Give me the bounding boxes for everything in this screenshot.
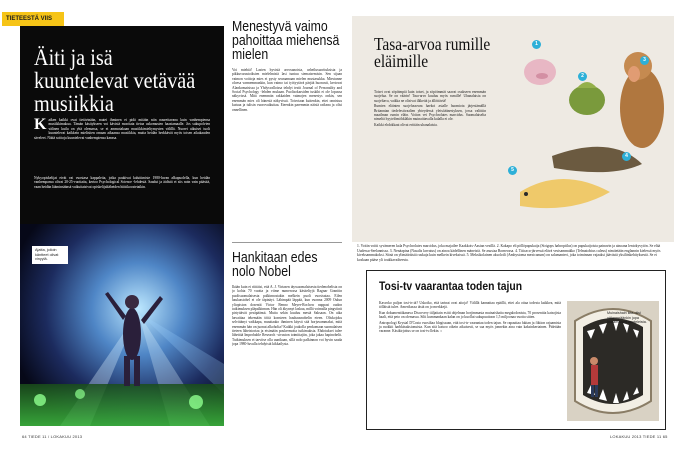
- kakapo-image: [569, 85, 605, 115]
- proboscis-monkey-image: [620, 68, 664, 148]
- section-tag: TIETEESTÄ VIIS: [2, 12, 64, 26]
- axolotl-image: [520, 179, 610, 208]
- photo-caption: Ajatta, joiloin käntteet olivat vinyylä.: [32, 246, 68, 264]
- animal-badge: 5: [508, 166, 517, 175]
- reality-tv-paragraph: Kasvoko paljon tosi-tv:tä? Uskotko, että tarinat ovat aitoja? Välillä kannattaa epäillä, ettei ala ottaa todesta kaikkea, mitä tölläistä tulee. Amerikassa tästä on jo merkkejä.: [379, 301, 561, 310]
- news-column: [232, 20, 342, 465]
- ugly-animals-paragraph: Toiset ovat söpöimpiä kuin toiset, ja söpöimmät saavat osakseen enemmän suojelua. Se on väärin! Tasa-arvo kuuluu myös rumille! Uhanalaisia on suojeltava, vaikka ne olisivat ilkkeitä ja ällöttäviä!: [374, 90, 486, 103]
- feature-article-panel: [20, 26, 224, 426]
- feature-intro: [34, 118, 210, 140]
- reality-tv-box: [366, 270, 666, 430]
- reality-tv-body: [379, 301, 561, 335]
- news-heading-1: Menestyvä vaimo pahoittaa miehensä mielen: [232, 18, 340, 63]
- feature-title: Äiti ja isä kuuntelevat vetävää musiikkia: [34, 45, 196, 116]
- news-body-1: Voi miehiä! Lasten hyvistä arvosanoista, urheilusuorituksista ja pikkuvarustoiksien mielelmistä lasi tuntuu siemaisemisin. Sen sijaan vaimon voittoja mies ei pysty seuraamaan mielen mustasukka. Miestunne oloesa varmemmankin, kun vaimo tai työtyytävä pärjää huonosti, kertovat Alankomaisissa ja Yhdysvalloissa tehdyt testit Journal of Personality and Social Psychology -lehden mukaan. Puolisokarsiden tuskiht ei ole lopussa näkyvissä. Mitä enemmän rakkaiden vaimojen menestys onkin, sen enemmän mies oli hänestä näkyvissä. Toivotaan kuitenkin, ettei onnistuu kutsua ja tulisin vuorovaikuttaa. Eteenkin paremmin näistä ratkeaa ja olisi onnellinen.: [232, 68, 342, 112]
- blobfish-image: [524, 59, 556, 85]
- reality-tv-paragraph: Antropologi Krystal D'Costa vuosiltaa blogissaan, että tosi-tv vaarantaa toden tajun. Se rapauttaa faktan ja fiktion rajaamista ja ruokkii harhkäsaksionuista. Kun sitä katsoo oikein aikuisesti, se saa myös jonnekin aina vain kaksinkertainen. Pidetään varanne. Käsikirjoitus se on tosi-tv:llekin. ○: [379, 320, 561, 334]
- page-folio-left: 64 TIEDE 11 / LOKAKUU 2013: [22, 434, 83, 439]
- ugly-animals-body: [374, 90, 486, 128]
- animal-badge: 4: [622, 152, 631, 161]
- feature-intro-text: aiken kaikki ovat tietävinään, mutei ihminen ei pidä mitään niin naurettavana kuin vanhempiensa musiikkimakua. Tämän käsitykseen voi kävistä moottata tietoa uskomusten haastamaalle. Jos sukupolvien välinen kuilu on yhä olemassa, se ei ammotakaan musiikkimieltymysten välillä. Nuoret aikuiset tuolt kuuntelevat kaikkein mielisiten omaan aikaansa musiikkia, mutta heidän herkkävät myös toisen aikakauden säveleet. Näitä soittoja kuuntelevat vanhempiensa kanssa.: [34, 118, 210, 140]
- reality-tv-title: Tosi-tv vaarantaa toden tajun: [379, 281, 523, 293]
- column-divider: [232, 242, 342, 243]
- news-heading-2: Hankitaan edes nolo Nobel: [232, 249, 318, 280]
- ugly-animals-illustration: [492, 16, 674, 242]
- animal-badge: 3: [640, 56, 649, 65]
- feature-body: Nykyopiskelijat eivät vai vuostasa kappaleita, jotka paukivat kaluttimiste 1980-luvan alkupuolella, kun heidän vanhempansa olivat 20-25-vuotiaita, kertoo Psychological Science -lehdestä. Saadut ja äidistä ei siis noin vain pääsitä, vaan heidän lääminsäänsä vaikuttaisivat opiskelijaltäheiden hiittikoostetaikin.: [34, 176, 210, 189]
- ugly-animals-paragraph: Kaikki ehdokkaat olivat erittäin uhanalaisia.: [374, 122, 438, 127]
- ugly-animals-title: Tasa-arvoa rumille eläimille: [374, 34, 491, 71]
- animal-badge: 1: [532, 40, 541, 49]
- drop-cap: K: [34, 116, 47, 133]
- reality-tv-paragraph: Kun dokumenttikanava Discovery tiiljattain esitti ohjelman horjimmasta muinaishaita megalodonista, 70 prosenttia katsojista haali, että peto on olemassa. Silti kummankaan kalan on jo kuollut sukupuuttoon 1,5 miljoonaa vuotta sitten.: [379, 310, 561, 320]
- animals-caption: 1. Voitin voitti syvämeren kala Psychrolutes marcidus, joka majailee Kaakkois-Aasian vesillä. 2. Kakapo eli pöllöpapukaija (Strigops habroptilus) on papukaijoista painavin ja ainoana lentokyvytön. Se elää Uudessa-Seelannissa. 3. Nenäapina (Nasalis larvatus) on ainoa kädellinen mäneistä. Se asustaa Borneossa. 4. Titicaca-järvessä elävä vesisammakko (Telmatobius culeus) nimitetään englannin kielessä myös kiveksammakoksi. Siinä on ylimääräisiä ruskuja kuin melkein kiveksissä. 5. Meksikolainen aksolotli (Ambystoma mexicanum) on salamanteri, joka toiminnan vajaaksi jäävästä yksilönkehityksestä. Se ei koskaan pääse yli toukkavaiheesta.: [357, 244, 661, 262]
- shark-jaw-caption: Muinaishain kita olisi vähempäänkin jopa läärämäisen kanteleista.: [607, 311, 647, 324]
- page-folio-right: LOKAKUU 2013 TIEDE 11 65: [610, 434, 668, 439]
- news-body-2: Ikään kuin ei riittäisi, että A. J. Virtasen täyssuomalaisesta tiedenobelista on jo kohta 70 vuotta ja viime numerossa käsiteltyjä Ragnar Granitin puolisuomalaisesta palkinnostakin melkein puoli vuosisataa. Eilen haulaastohel ei ole täpinäyt. Lähimpää läppää, kun vuonna 2009 Oulun yliopiston dosentit Victor Benno Meyer-Rochow nappasi oudon tutkimuksen pläpalkinnon. Hän oli äkynnyt laskua, millä voimalla pingviinit pirtyttävät pesäpäänsä. Mutta sekin kuuluu mestä Saksaan. On aika havaittaa tekemään töitä konsteen hauhausnobelin eteen. Oliskojoku selvittänyt vaikkapa, muuttaako ihminen käyvä sitä horjuvammaksi, mitä enemmän hän on juonut alkoholia? Kaikki joukolla penkomaan suomalaisen tieteen läheistoriaa ja etsimään poukermoita tutkimuksia. Ehdotuksei tulee lähettää Improbable Research -sivuston toimittajiin, joka jakaa hapinobelit. Tutkimuksen ei tarvitse olla uuntkaan, sillä nolo palkinnon voi hyvin saada jopa 1980-luvulla tehdyistä kikkailysta.: [232, 285, 342, 347]
- ugly-animals-feature: [352, 16, 674, 242]
- animal-badge: 2: [578, 72, 587, 81]
- ugly-animals-paragraph: Rumien eläinten suojelusseura haekoi asialle huomiota järjestämällä Britannian tiedefestivaalien yhteydessä yleisöäänestyksen, jossa valittiin maailman rumin eläin. Voiton vei Psychrolutes marcidus. Suomalaiselta nimeltä hyytelömöhkläkin muinaittavalla kalalla ei ole.: [374, 104, 486, 122]
